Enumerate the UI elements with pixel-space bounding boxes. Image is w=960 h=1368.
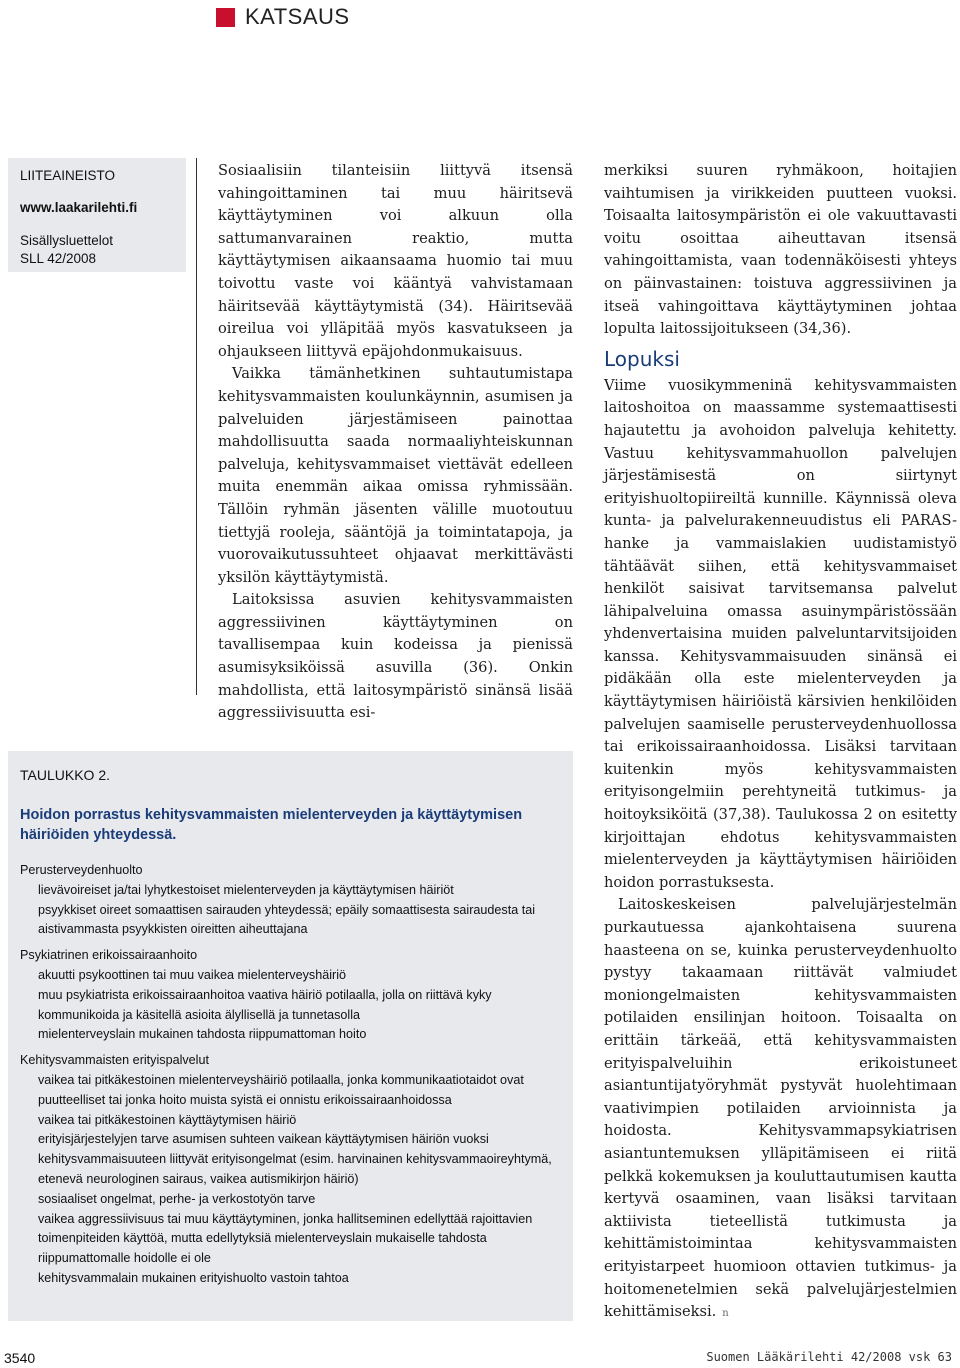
table-body [20,861,560,1289]
end-mark: n [722,1308,729,1320]
table-section-heading: Kehitysvammaisten erityispalvelut [20,1053,209,1068]
table-item: muu psykiatrista erikoissairaanhoitoa vaativa häiriö potilaalla, jolla on riittävä kyky kommunikoida ja käsitellä asioita älyllisellä ja tunnetasolla [38,987,492,1022]
reference-sidebox [8,158,186,272]
column-divider [196,158,197,695]
table-item: vaikea tai pitkäkestoinen käyttäytymisen häiriö [38,1112,297,1127]
table-item: erityisjärjestelyjen tarve asumisen suhteen vaikean käyttäytymisen häiriön vuoksi [38,1132,489,1147]
paragraph: Sosiaalisiin tilanteisiin liittyvä itsensä vahingoittaminen tai muu häiritsevä käyttäytyminen voi alkuun olla sattumanvarainen reaktio, mutta käyttäytymisen aikaansaama huomio tai muu toivottu vaste voi kääntyä vahvistamaan häiritsevää käyttäytymistä (34). Häiritsevää oireilua voi ylläpitää myös kasvatukseen ja ohjaukseen liittyvä epäjohdonmukaisuus. [218,162,573,360]
table-section-heading: Perusterveydenhuolto [20,863,143,877]
page-number: 3540 [4,1350,36,1366]
table-item: kehitysvammaisuuteen liittyvät erityisongelmat (esim. harvinainen kehitysvammaoireyhtymä, etenevä neurologinen sairaus, vaikea autismikirjon häiriö) [38,1152,552,1186]
table-section-heading: Psykiatrinen erikoissairaanhoito [20,948,198,963]
table-item: akuutti psykoottinen tai muu vaikea mielenterveyshäiriö [38,967,347,982]
section-header [216,4,350,30]
contents-label: Sisällysluettelot [20,233,114,248]
paragraph [604,894,957,1325]
journal-footer: Suomen Lääkärilehti 42/2008 vsk 63 [706,1350,952,1364]
website-link[interactable]: www.laakarilehti.fi [20,200,138,215]
table-item: lievävoireiset ja/tai lyhytkestoiset mielenterveyden ja käyttäytymisen häiriöt [38,882,454,897]
table-item: kehitysvammalain mukainen erityishuolto vastoin tahtoa [38,1270,349,1285]
article-column-2 [604,160,957,1326]
table-item: psyykkiset oireet somaattisen sairauden yhteydessä; epäily somaattisesta sairaudesta tai aistivammasta psyykkisten oireitten aiheuttajana [38,902,536,937]
article-column-1 [218,160,573,725]
paragraph: Viime vuosikymmeninä kehitysvammaisten laitoshoitoa on maassamme systemaattisesti hajautettu ja avohoidon palveluja kehitetty. Vastuu kehitysvammahuollon palvelujen järjestämisestä on siirtynyt erityishuoltopiireiltä kunnille. Käynnissä oleva kunta- ja palvelurakenneuudistus eli PARAS-hanke ja vammaislakien uudistamistyö tähtäävät siihen, että kehitysvammaiset henkilöt saisivat tarvitsemansa palvelut lähipalveluina omassa asuinympäristössään yhdenvertaisina muiden palveluntarvitsijoiden kanssa. Kehitysvammaisuuden sinänsä ei pidäkään olla este mielenterveyden ja käyttäytymisen häiriöistä kärsivien henkilöiden palvelujen saamiselle perusterveydenhuollossa tai erikoissairaanhoidossa. Lisäksi tarvitaan kuitenkin myös kehitysvammaisten erityisongelmiin perehtyneitä tutkimus- ja hoitoyksiköitä (37,38). Taulukossa 2 on esitetty kirjoittajan ehdotus kehitysvammaisten mielenterveyden ja käyttäytymisen häiriöiden hoidon porrastuksesta. [604,376,957,891]
paragraph: merkiksi suuren ryhmäkoon, hoitajien vaihtumisen ja virikkeiden puutteen vuoksi. Toisaalta laitosympäristön ei ole vakuuttavasti voitu osoittaa aiheuttavan itsensä vahingoittamista, vaan todennäköisesti yhteys on päinvastainen: toistuva aggressiivinen ja itseä vahingoittava käyttäytyminen johtaa lopulta laitossijoitukseen (34,36). [604,162,957,338]
table-box [8,751,573,1321]
paragraph-text: Laitoskeskeisen palvelujärjestelmän purkautuessa ajankohtaisena suurena haasteena on se, kuinka perusterveydenhuolto pystyy takaamaan riittävät valmiudet moniongelmaisten kehitysvammaisten potilaiden ensilinjan hoitoon. Toisaalta on erittäin tärkeää, että kehitysvammaisten erityispalveluihin erikoistuneet asiantuntijatyöryhmät pystyvät huolehtimaan vaativimpien potilaiden arvioinnista ja hoidosta. Kehitysvammapsykiatrisen asiantuntemuksen ylläpitämiseen ei riitä pelkkä kokemuksen ja kouluttautumisen kautta kertyvä osaaminen, vaan lisäksi tarvitaan aktiivista tieteellistä tutkimusta ja kehittämistoimintaa kehitysvammaisten erityistarpeet huomioon ottavien tutkimus- ja hoitomenetelmien sekä palvelujärjestelmien kehittämiseksi. [604,896,957,1321]
section-marker-icon [216,8,235,27]
section-title: KATSAUS [245,4,350,29]
issue-label: SLL 42/2008 [20,251,97,266]
table-item: sosiaaliset ongelmat, perhe- ja verkostotyön tarve [38,1191,316,1206]
paragraph: Laitoksissa asuvien kehitysvammaisten aggressiivinen käyttäytyminen on tavallisempaa kuin kodeissa ja pienissä asumisyksiköissä asuvilla (36). Onkin mahdollista, että laitosympäristö sinänsä lisää aggressiivisuutta esi- [218,591,573,722]
table-item: vaikea aggressiivisuus tai muu käyttäytyminen, jonka hallitseminen edellyttää rajoittavien toimenpiteiden käyttöä, mutta edellytyksiä mielenterveyslain mukaiselle tahdosta riippumattomalle hoidolle ei ole [38,1211,533,1266]
table-label: TAULUKKO 2. [20,767,110,783]
paragraph: Vaikka tämänhetkinen suhtautumistapa kehitysvammaisten koulunkäynnin, asumisen ja palveluiden järjestämiseen painottaa mahdollisuutta saada normaaliyhteiskunnan palveluja, kehitysvammaiset viettävät edelleen muita enemmän aikaa omissa ryhmissään. Tällöin ryhmän jäsenten välille muotoutuu tiettyjä rooleja, sääntöjä ja toimintatapoja, ja vuorovaikutussuhteet ohjaavat merkittävästi yksilön käyttäytymistä. [218,365,573,586]
table-title: Hoidon porrastus kehitysvammaisten mielenterveyden ja käyttäytymisen häiriöiden yhteydessä. [20,807,523,843]
table-item: vaikea tai pitkäkestoinen mielenterveyshäiriö potilaalla, jonka kommunikaatiotaidot ovat puutteelliset tai jonka hoito muista syistä ei onnistu erikoissairaanhoidossa [38,1072,524,1107]
section-heading: Lopuksi [604,346,680,371]
sidebox-heading: LIITEAINEISTO [20,168,116,183]
table-item: mielenterveyslain mukainen tahdosta riippumattoman hoito [38,1027,367,1042]
